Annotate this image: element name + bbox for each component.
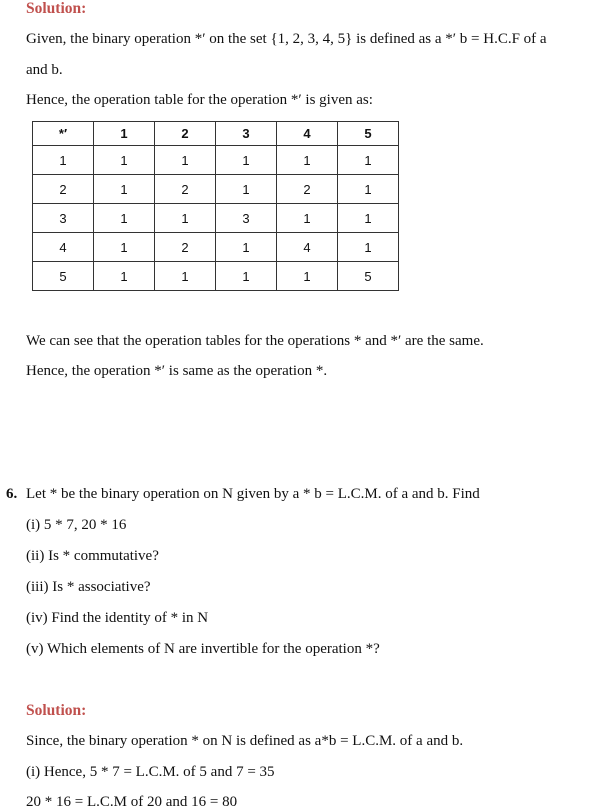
given-statement-line2: and b. (26, 62, 63, 78)
solution2-line2: (i) Hence, 5 * 7 = L.C.M. of 5 and 7 = 35 (26, 764, 275, 780)
table-header-row (33, 122, 399, 146)
question-part-iv: (iv) Find the identity of * in N (26, 610, 209, 626)
operation-table (32, 121, 399, 291)
table-row (33, 146, 399, 175)
table-cell: 5 (33, 262, 94, 291)
table-cell: 4 (277, 233, 338, 262)
table-cell: 1 (94, 233, 155, 262)
table-cell: 1 (94, 262, 155, 291)
table-cell: 2 (277, 175, 338, 204)
table-cell: 1 (94, 175, 155, 204)
question-part-ii: (ii) Is * commutative? (26, 548, 159, 564)
table-cell: 1 (33, 146, 94, 175)
question-part-v: (v) Which elements of N are invertible for the operation *? (26, 641, 380, 657)
table-header-cell: 3 (216, 122, 277, 146)
table-header-cell: *′ (33, 122, 94, 146)
solution2-line1: Since, the binary operation * on N is defined as a*b = L.C.M. of a and b. (26, 733, 464, 749)
table-header-cell: 2 (155, 122, 216, 146)
table-cell: 1 (277, 204, 338, 233)
table-cell: 4 (33, 233, 94, 262)
table-cell: 1 (277, 262, 338, 291)
given-statement-line1: Given, the binary operation *′ on the set {1, 2, 3, 4, 5} is defined as a *′ b = H.C.F of a (26, 31, 547, 47)
table-cell: 1 (216, 233, 277, 262)
table-header-cell: 1 (94, 122, 155, 146)
table-cell: 1 (338, 175, 399, 204)
question-number: 6. (6, 486, 18, 502)
table-cell: 2 (33, 175, 94, 204)
solution-heading: Solution: (26, 0, 87, 17)
solution-heading-2: Solution: (26, 702, 87, 719)
question-part-iii: (iii) Is * associative? (26, 579, 151, 595)
conclusion-line1: We can see that the operation tables for the operations * and *′ are the same. (26, 333, 484, 349)
table-cell: 1 (216, 175, 277, 204)
table-intro-text: Hence, the operation table for the operation *′ is given as: (26, 92, 373, 108)
table-row (33, 233, 399, 262)
table-row (33, 262, 399, 291)
table-cell: 1 (277, 146, 338, 175)
table-header-cell: 4 (277, 122, 338, 146)
question-stem: Let * be the binary operation on N given by a * b = L.C.M. of a and b. Find (26, 486, 480, 502)
table-cell: 1 (155, 146, 216, 175)
table-header-cell: 5 (338, 122, 399, 146)
table-cell: 1 (155, 262, 216, 291)
table-cell: 1 (216, 146, 277, 175)
question-part-i: (i) 5 * 7, 20 * 16 (26, 517, 127, 533)
table-cell: 3 (216, 204, 277, 233)
conclusion-line2: Hence, the operation *′ is same as the operation *. (26, 363, 328, 379)
table-cell: 1 (338, 146, 399, 175)
table-cell: 1 (94, 146, 155, 175)
table-row (33, 175, 399, 204)
table-cell: 1 (338, 204, 399, 233)
solution2-line3: 20 * 16 = L.C.M of 20 and 16 = 80 (26, 794, 238, 810)
table-cell: 1 (94, 204, 155, 233)
table-cell: 5 (338, 262, 399, 291)
table-cell: 1 (155, 204, 216, 233)
table-cell: 2 (155, 175, 216, 204)
table-cell: 3 (33, 204, 94, 233)
table-cell: 2 (155, 233, 216, 262)
table-cell: 1 (216, 262, 277, 291)
table-row (33, 204, 399, 233)
table-cell: 1 (338, 233, 399, 262)
